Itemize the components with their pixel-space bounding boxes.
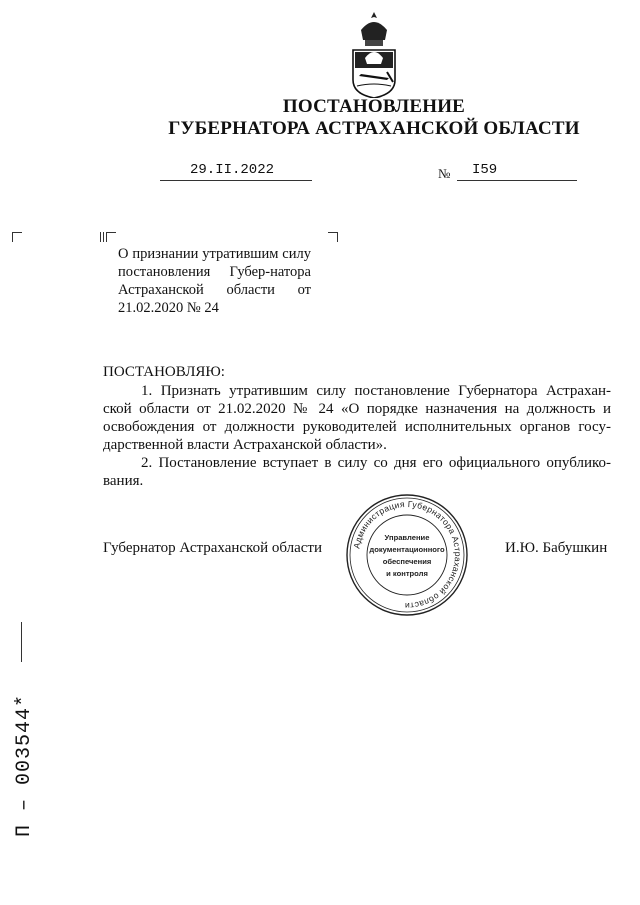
- serial-number: [10, 690, 40, 840]
- svg-text:Администрация Губернатора Астр: [351, 499, 463, 611]
- stamp-line-1: Управление: [384, 533, 430, 542]
- date-underline: [160, 180, 312, 181]
- number-underline: [457, 180, 577, 181]
- official-stamp: [344, 492, 470, 618]
- decree-word: ПОСТАНОВЛЯЮ:: [103, 364, 225, 380]
- paragraph-2: 2. Постановление вступает в силу со дня его официального опублико-вания.: [103, 455, 611, 489]
- stamp-ring-text: Администрация Губернатора Астраханской области: [351, 498, 464, 612]
- corner-mark-left: [12, 232, 22, 242]
- margin-line: [21, 622, 22, 662]
- number-sign: №: [438, 166, 451, 181]
- serial-number-text: П – 003544*: [13, 693, 37, 837]
- corner-mark-mid: [106, 232, 116, 242]
- document-title-line2: ГУБЕРНАТОРА АСТРАХАНСКОЙ ОБЛАСТИ: [168, 118, 580, 139]
- coat-of-arms-icon: [343, 8, 405, 98]
- stamp-line-2: документационного: [369, 545, 445, 554]
- stamp-line-3: обеспечения: [382, 557, 432, 566]
- corner-mark-right: [328, 232, 338, 242]
- document-number: I59: [472, 162, 498, 178]
- document-title-line1: ПОСТАНОВЛЕНИЕ: [282, 96, 466, 117]
- signer-title: Губернатор Астраханской области: [103, 540, 323, 556]
- stamp-line-4: и контроля: [386, 569, 428, 578]
- signer-name: И.Ю. Бабушкин: [505, 540, 608, 556]
- document-date: 29.II.2022: [190, 162, 275, 178]
- corner-mark-double: [100, 232, 104, 242]
- paragraph-1: 1. Признать утратившим силу постановление Губернатора Астрахан-ской области от 21.02.2020 № 24 «О порядке назначения на должность и освобождения от должности руководителей исполнительных органов госу-дарственной власти Астраханской области».: [103, 383, 611, 453]
- subject-block: О признании утратившим силу постановления Губер-натора Астраханской области от 21.02.2020 № 24: [118, 246, 311, 316]
